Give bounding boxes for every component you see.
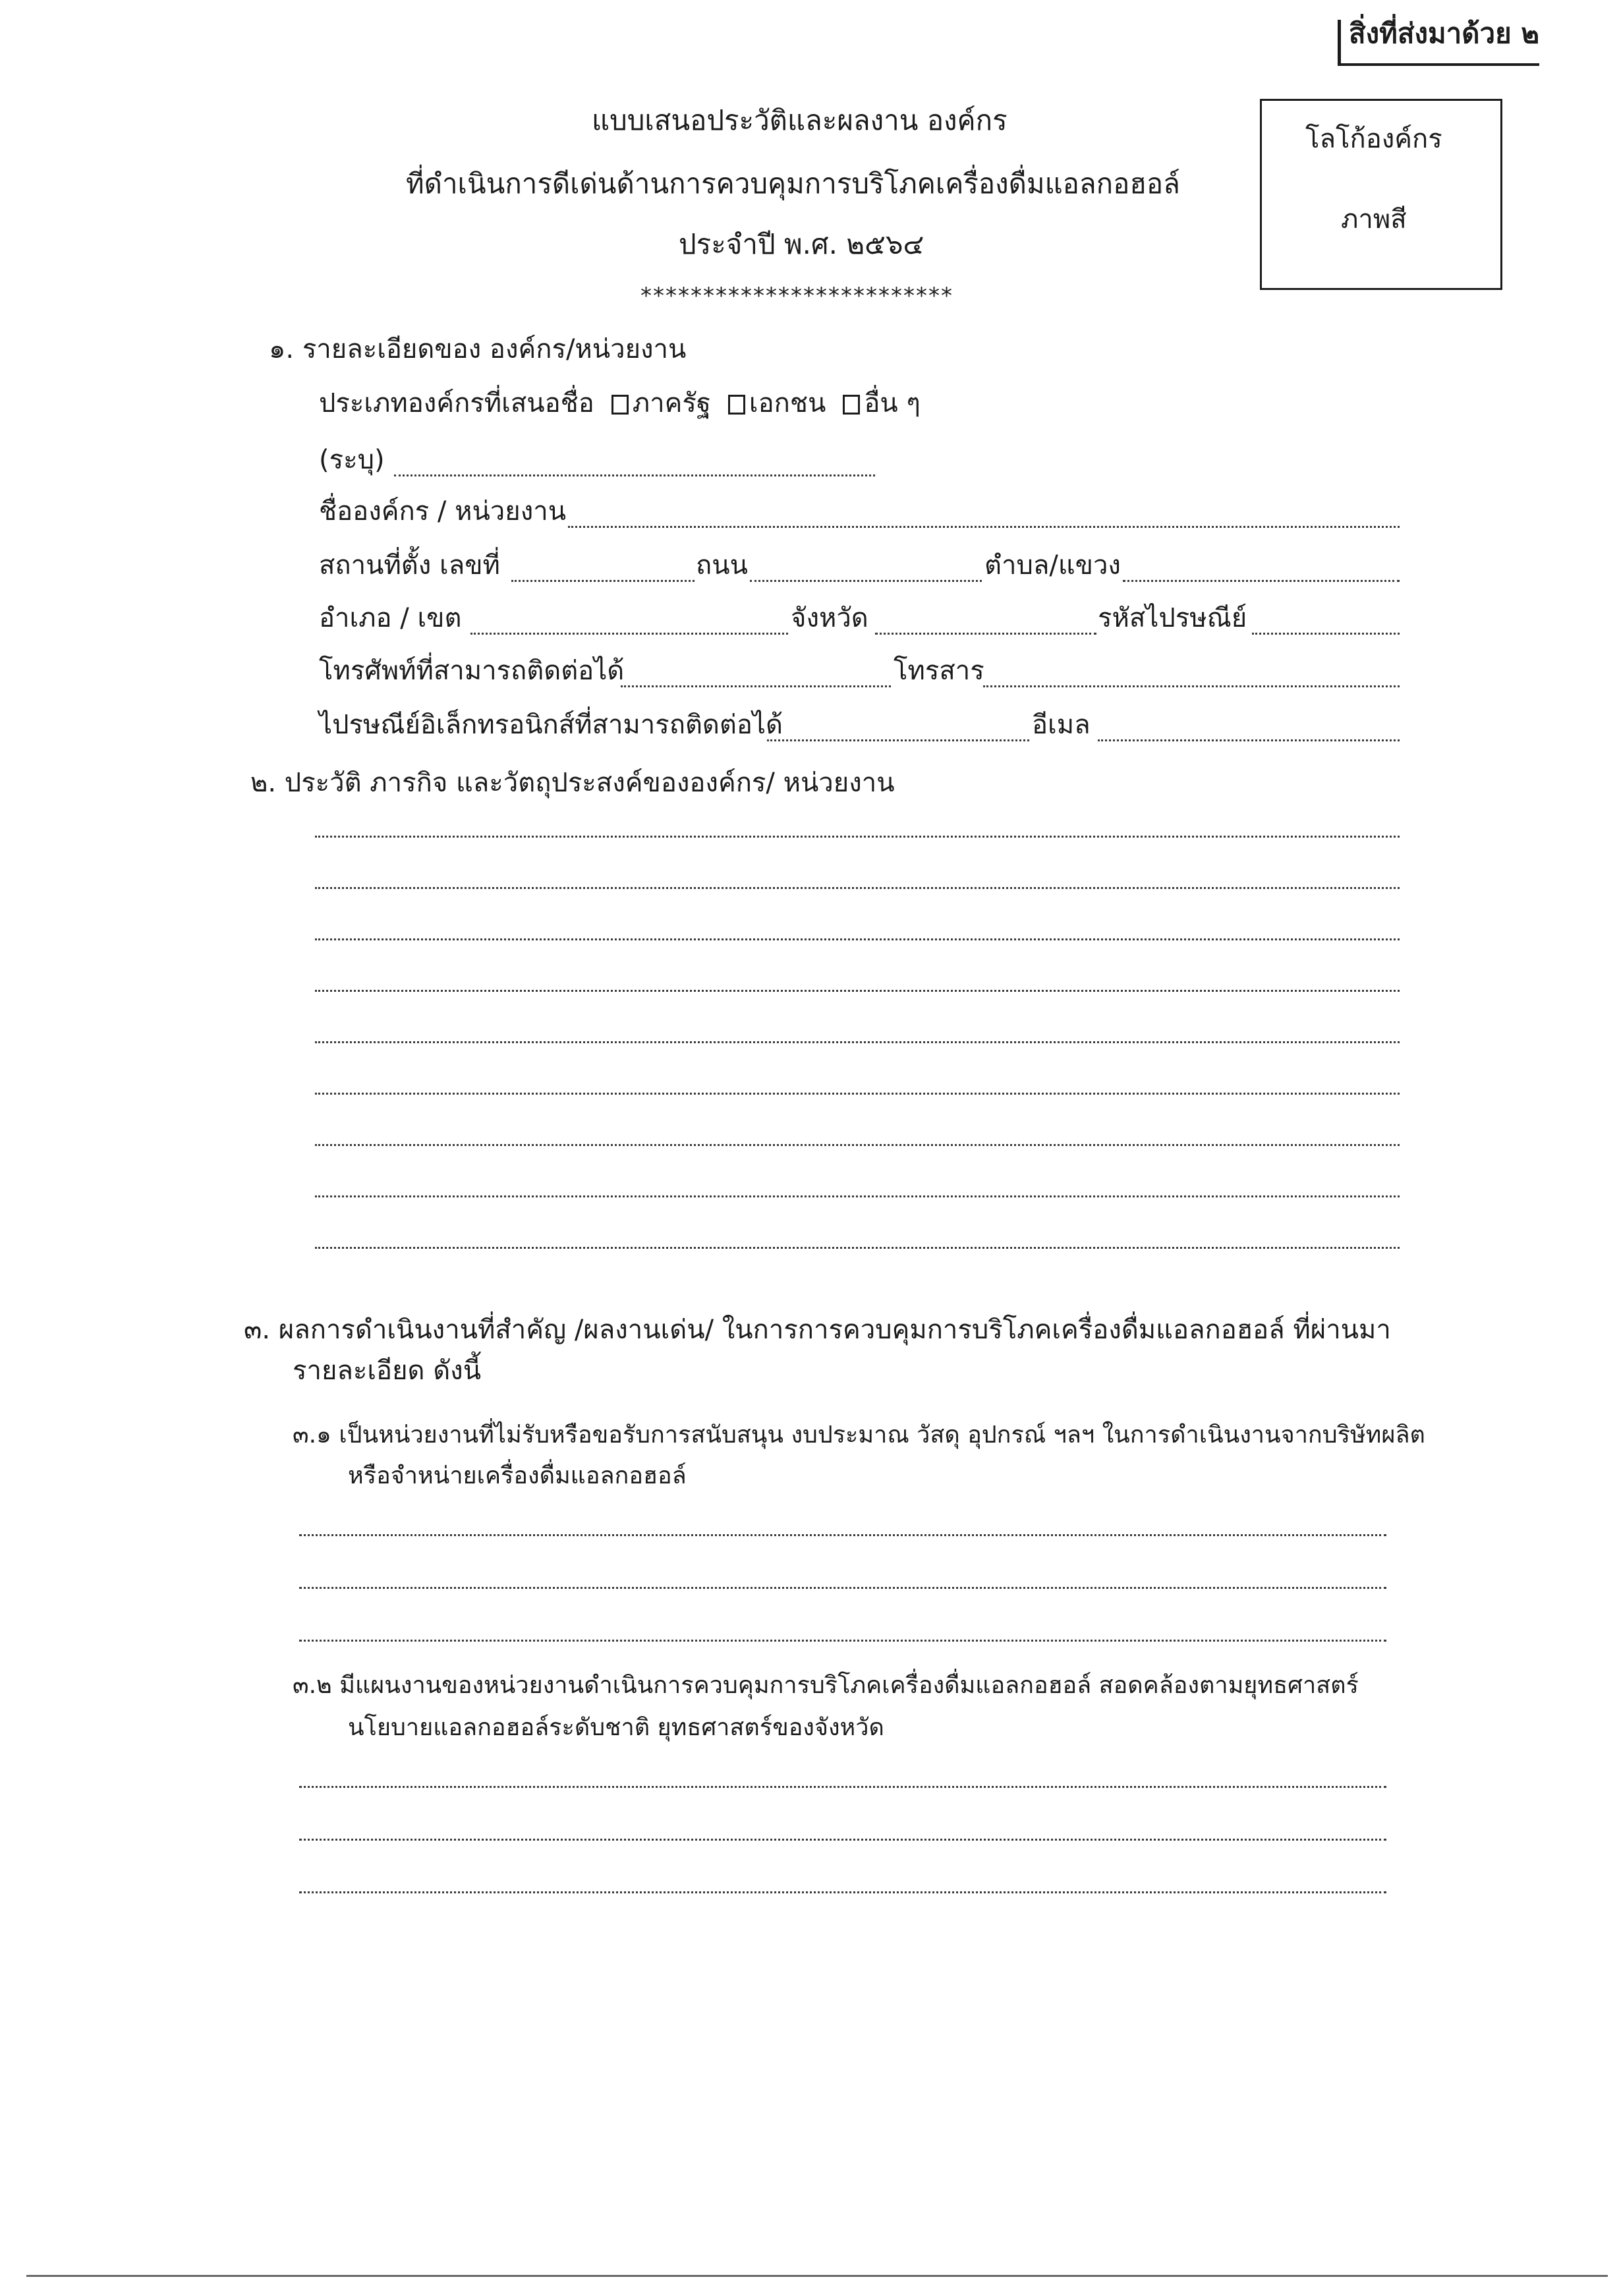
subsection-3-1-line1: ๓.๑ เป็นหน่วยงานที่ไม่รับหรือขอรับการสนับสนุน งบประมาณ วัสดุ อุปกรณ์ ฯลฯ ในการดำเนินงานจากบริษัทผลิต <box>293 1421 1425 1449</box>
district-field[interactable] <box>470 633 788 635</box>
section2-line[interactable] <box>315 1041 1400 1043</box>
option-government: ภาครัฐ <box>632 388 711 418</box>
road-label: ถนน <box>696 550 748 581</box>
section2-line[interactable] <box>315 887 1400 889</box>
subsection-3-1-line[interactable] <box>299 1640 1386 1642</box>
province-label: จังหวัด <box>791 603 868 633</box>
subsection-3-2-line1: ๓.๒ มีแผนงานของหน่วยงานดำเนินการควบคุมการบริโภคเครื่องดื่มแอลกอฮอล์ สอดคล้องตามยุทธศาสตร์ <box>293 1672 1359 1699</box>
specify-label: (ระบุ) <box>319 445 385 475</box>
fax-field[interactable] <box>983 685 1400 687</box>
fax-label: โทรสาร <box>894 656 984 686</box>
email-contact-field[interactable] <box>767 739 1029 741</box>
logo-box-line1: โลโก้องค์กร <box>1305 124 1442 154</box>
title-separator: ************************* <box>640 283 953 309</box>
postal-field[interactable] <box>1252 633 1400 635</box>
district-label: อำเภอ / เขต <box>319 603 462 633</box>
org-type-label: ประเภทองค์กรที่เสนอชื่อ <box>319 388 594 418</box>
org-name-label: ชื่อองค์กร / หน่วยงาน <box>319 496 567 527</box>
subsection-3-2-line2: นโยบายแอลกอฮอล์ระดับชาติ ยุทธศาสตร์ของจังหวัด <box>348 1714 884 1741</box>
house-number-field[interactable] <box>511 580 695 582</box>
title-line3: ประจำปี พ.ศ. ๒๕๖๔ <box>679 228 924 260</box>
org-type-row <box>319 390 921 416</box>
province-field[interactable] <box>875 633 1096 635</box>
email-label: อีเมล <box>1032 710 1091 740</box>
road-field[interactable] <box>750 580 982 582</box>
section2-line[interactable] <box>315 938 1400 940</box>
checkbox-other[interactable] <box>843 395 860 415</box>
page-bottom-edge <box>26 2275 1608 2277</box>
org-name-field[interactable] <box>568 526 1400 528</box>
subsection-3-1-line[interactable] <box>299 1534 1386 1536</box>
section2-line[interactable] <box>315 1247 1400 1249</box>
section2-heading: ๒. ประวัติ ภารกิจ และวัตถุประสงค์ขององค์กร/ หน่วยงาน <box>250 768 895 798</box>
attachment-label: สิ่งที่ส่งมาด้วย ๒ <box>1349 17 1540 49</box>
subsection-3-2-line[interactable] <box>299 1839 1386 1841</box>
postal-label: รหัสไปรษณีย์ <box>1098 603 1247 633</box>
section3-heading-line1: ๓. ผลการดำเนินงานที่สำคัญ /ผลงานเด่น/ ในการการควบคุมการบริโภคเครื่องดื่มแอลกอฮอล์ ที่ผ่านมา <box>244 1315 1391 1345</box>
logo-placeholder-box <box>1260 99 1502 290</box>
section2-line[interactable] <box>315 1093 1400 1095</box>
title-line1: แบบเสนอประวัติและผลงาน องค์กร <box>592 104 1008 136</box>
subdistrict-label: ตำบล/แขวง <box>984 550 1121 581</box>
email-field[interactable] <box>1098 739 1400 741</box>
section1-heading: ๑. รายละเอียดของ องค์กร/หน่วยงาน <box>269 334 687 364</box>
location-label: สถานที่ตั้ง เลขที่ <box>319 550 500 581</box>
subsection-3-2-line[interactable] <box>299 1786 1386 1788</box>
subdistrict-field[interactable] <box>1123 580 1400 582</box>
subsection-3-2-line[interactable] <box>299 1891 1386 1893</box>
checkbox-government[interactable] <box>611 395 629 415</box>
phone-field[interactable] <box>621 685 891 687</box>
title-line2: ที่ดำเนินการดีเด่นด้านการควบคุมการบริโภคเครื่องดื่มแอลกอฮอล์ <box>406 167 1180 200</box>
email-contact-label: ไปรษณีย์อิเล็กทรอนิกส์ที่สามารถติดต่อได้ <box>319 710 783 740</box>
section2-line[interactable] <box>315 1144 1400 1146</box>
specify-field[interactable] <box>394 474 875 476</box>
option-other: อื่น ๆ <box>864 388 921 418</box>
subsection-3-1-line2: หรือจำหน่ายเครื่องดื่มแอลกอฮอล์ <box>348 1462 687 1489</box>
checkbox-private[interactable] <box>728 395 745 415</box>
section3-heading-line2: รายละเอียด ดังนี้ <box>293 1356 482 1386</box>
section2-line[interactable] <box>315 836 1400 838</box>
option-private: เอกชน <box>749 388 826 418</box>
section2-line[interactable] <box>315 990 1400 992</box>
attachment-badge <box>1338 17 1540 66</box>
section2-line[interactable] <box>315 1195 1400 1197</box>
phone-label: โทรศัพท์ที่สามารถติดต่อได้ <box>319 656 625 686</box>
subsection-3-1-line[interactable] <box>299 1587 1386 1589</box>
logo-box-line2: ภาพสี <box>1341 204 1407 235</box>
